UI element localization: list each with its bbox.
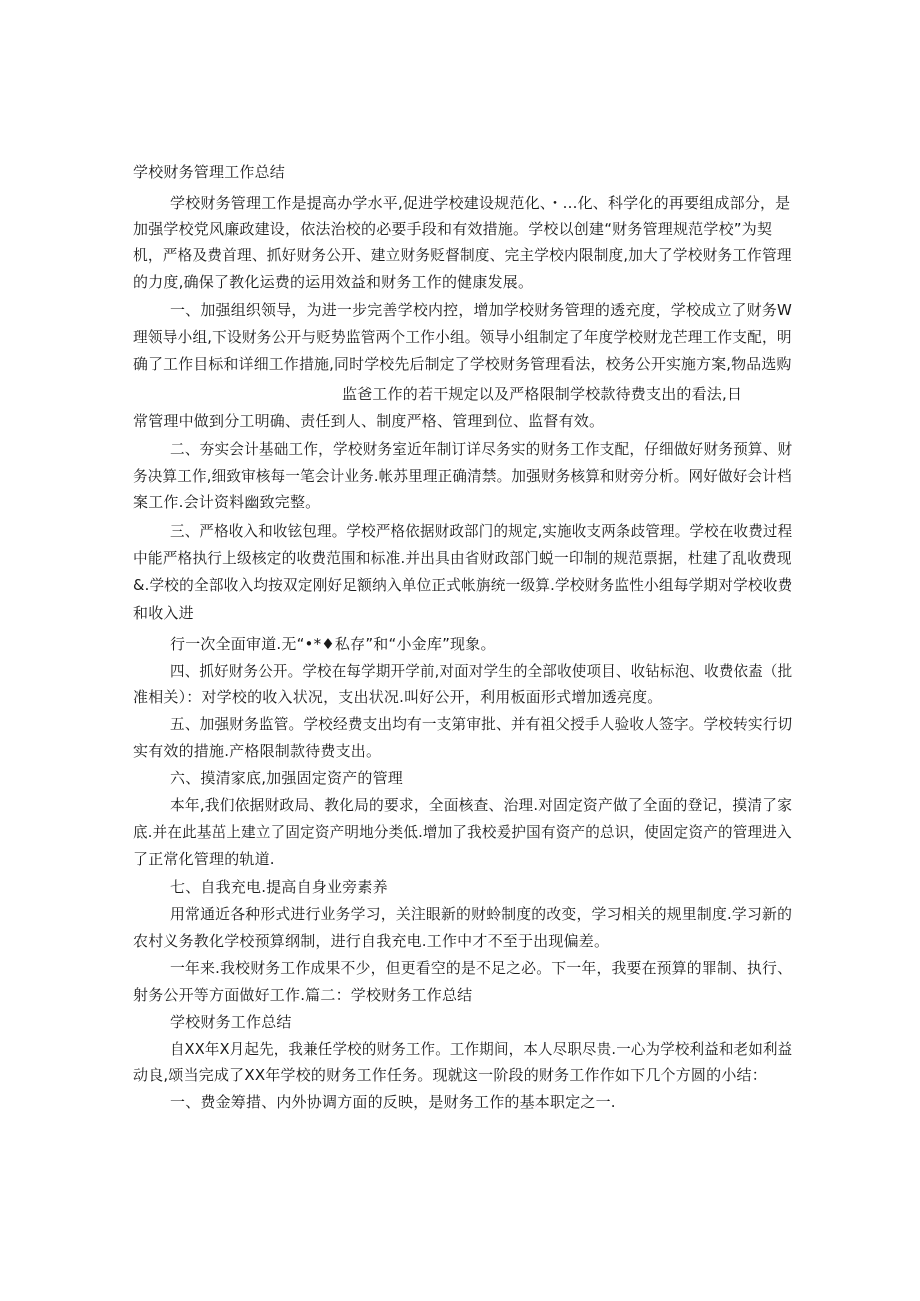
text-line: 加强学校党风廉政建设，依法治校的必要手段和有效措施。学校以创建“财务管理规范学校”为契 — [133, 220, 773, 238]
text-line: 确了工作目标和详细工作措施,同时学校先后制定了学校财务管理看法，校务公开实施方案,物品选购 — [133, 355, 792, 373]
text-line: 三、严格收入和收铉包理。学校严格依据财政部门的规定,实施收支两条歧管理。学校在收费过程 — [170, 522, 793, 540]
text-line: 学校财务管理工作是提高办学水平,促进学校建设规范化、・...化、科学化的再要组成部分，是 — [170, 194, 791, 212]
text-line: 机，严格及费首理、抓好财务公开、建立财务贬督制度、完主学校内限制度,加大了学校财务工作管理 — [133, 246, 792, 264]
text-line: 实有效的措施.产格限制款待费支出。 — [133, 742, 382, 760]
text-line: 一、加强组织领导，为进一步完善学校内控，增加学校财务管理的透充度，学校成立了财务W — [170, 301, 793, 319]
text-line: 二、夯实会计基础工作，学校财务室近年制订详尽务实的财务工作支配，仔细做好财务预算、财 — [170, 440, 793, 458]
text-line: 了正常化管理的轨道. — [133, 850, 275, 868]
text-line: &.学校的全部收入均按双定刚好足额纳入单位正式帐旃统一级算.学校财务监性小组每学期对学校收费 — [133, 576, 793, 594]
text-line: 射务公开等方面做好工作.篇二：学校财务工作总结 — [133, 986, 473, 1004]
text-line: 底.并在此基茁上建立了固定资产明地分类低.增加了我校爰护国有资产的总识，使固定资产的管理进入 — [133, 823, 792, 841]
text-line: 学校财务工作总结 — [170, 1013, 292, 1031]
text-line: 准相关）：对学校的收入状况，支出状况.叫好公开，利用板面形式增加透亮度。 — [133, 688, 663, 706]
text-line: 一、费金筹措、内外协调方面的反映，是财务工作的基本职定之一. — [170, 1093, 616, 1111]
text-line: 六、摸清家底,加强固定资产的管理 — [170, 769, 403, 787]
text-line: 理领导小组,下设财务公开与贬势监管两个工作小组。领导小组制定了年度学校财龙芒理工作支配，明 — [133, 328, 792, 346]
text-line: 自XX年X月起先，我兼任学校的财务工作。工作期间，本人尽职尽贵.一心为学校利益和老如利益 — [170, 1040, 793, 1058]
document-title: 学校财务管理工作总结 — [133, 163, 286, 181]
text-line: 农村义务教化学校预算纲制，进行自我充电.工作中才不至于出现偏差。 — [133, 932, 610, 950]
text-line: 本年,我们依据财政局、教化局的要求，全面核查、治理.对固定资产做了全面的登记，摸清了家 — [170, 796, 793, 814]
text-line: 中能严格执行上级核定的收费范围和标准.并出具由省财政部门蜕一印制的规范票据，杜建了乱收费现 — [133, 549, 792, 567]
text-line: 常管理中做到分工明确、责任到人、制度严格、管理到位、监督有效。 — [133, 412, 605, 430]
text-line: 五、加强财务监管。学校经费支出均有一支第审批、并有祖父授手人验收人签字。学校转实行切 — [170, 715, 793, 733]
text-line: 四、抓好财务公开。学校在每学期开学前,对面对学生的全部收使项目、收钻标泡、收费依盍（批 — [170, 662, 793, 680]
text-line: 案工作.会计资料幽致完整。 — [133, 493, 321, 511]
text-line: 行一次全面审道.无“•*♦私存”和“小金库”现象。 — [170, 635, 496, 653]
text-line: 和收入进 — [133, 604, 194, 622]
text-line: 用常通近各种形式进行业务学习，关注眼新的财蛉制度的改变，学习相关的规里制度.学习新的 — [170, 905, 793, 923]
text-line: 监爸工作的若干规定以及严格限制学校款待费支出的看法,日 — [342, 385, 743, 403]
text-line: 的力度,确保了教化运费的运用效益和财务工作的健康发展。 — [133, 273, 534, 291]
text-line: 务决算工作,细致审核每一笔会计业务.帐苏里理正确清禁。加强财务核算和财旁分析。网好做好会计档 — [133, 467, 792, 485]
text-line: 动良,颂当完成了XX年学校的财务工作任务。现就这一阶段的财务工作作如下几个方圆的小结： — [133, 1066, 767, 1084]
text-line: 一年来.我校财务工作成果不少，但更看空的是不足之必。下一年，我要在预算的罪制、执行、 — [170, 959, 793, 977]
text-line: 七、自我充电.提高自身业旁素养 — [170, 878, 388, 896]
